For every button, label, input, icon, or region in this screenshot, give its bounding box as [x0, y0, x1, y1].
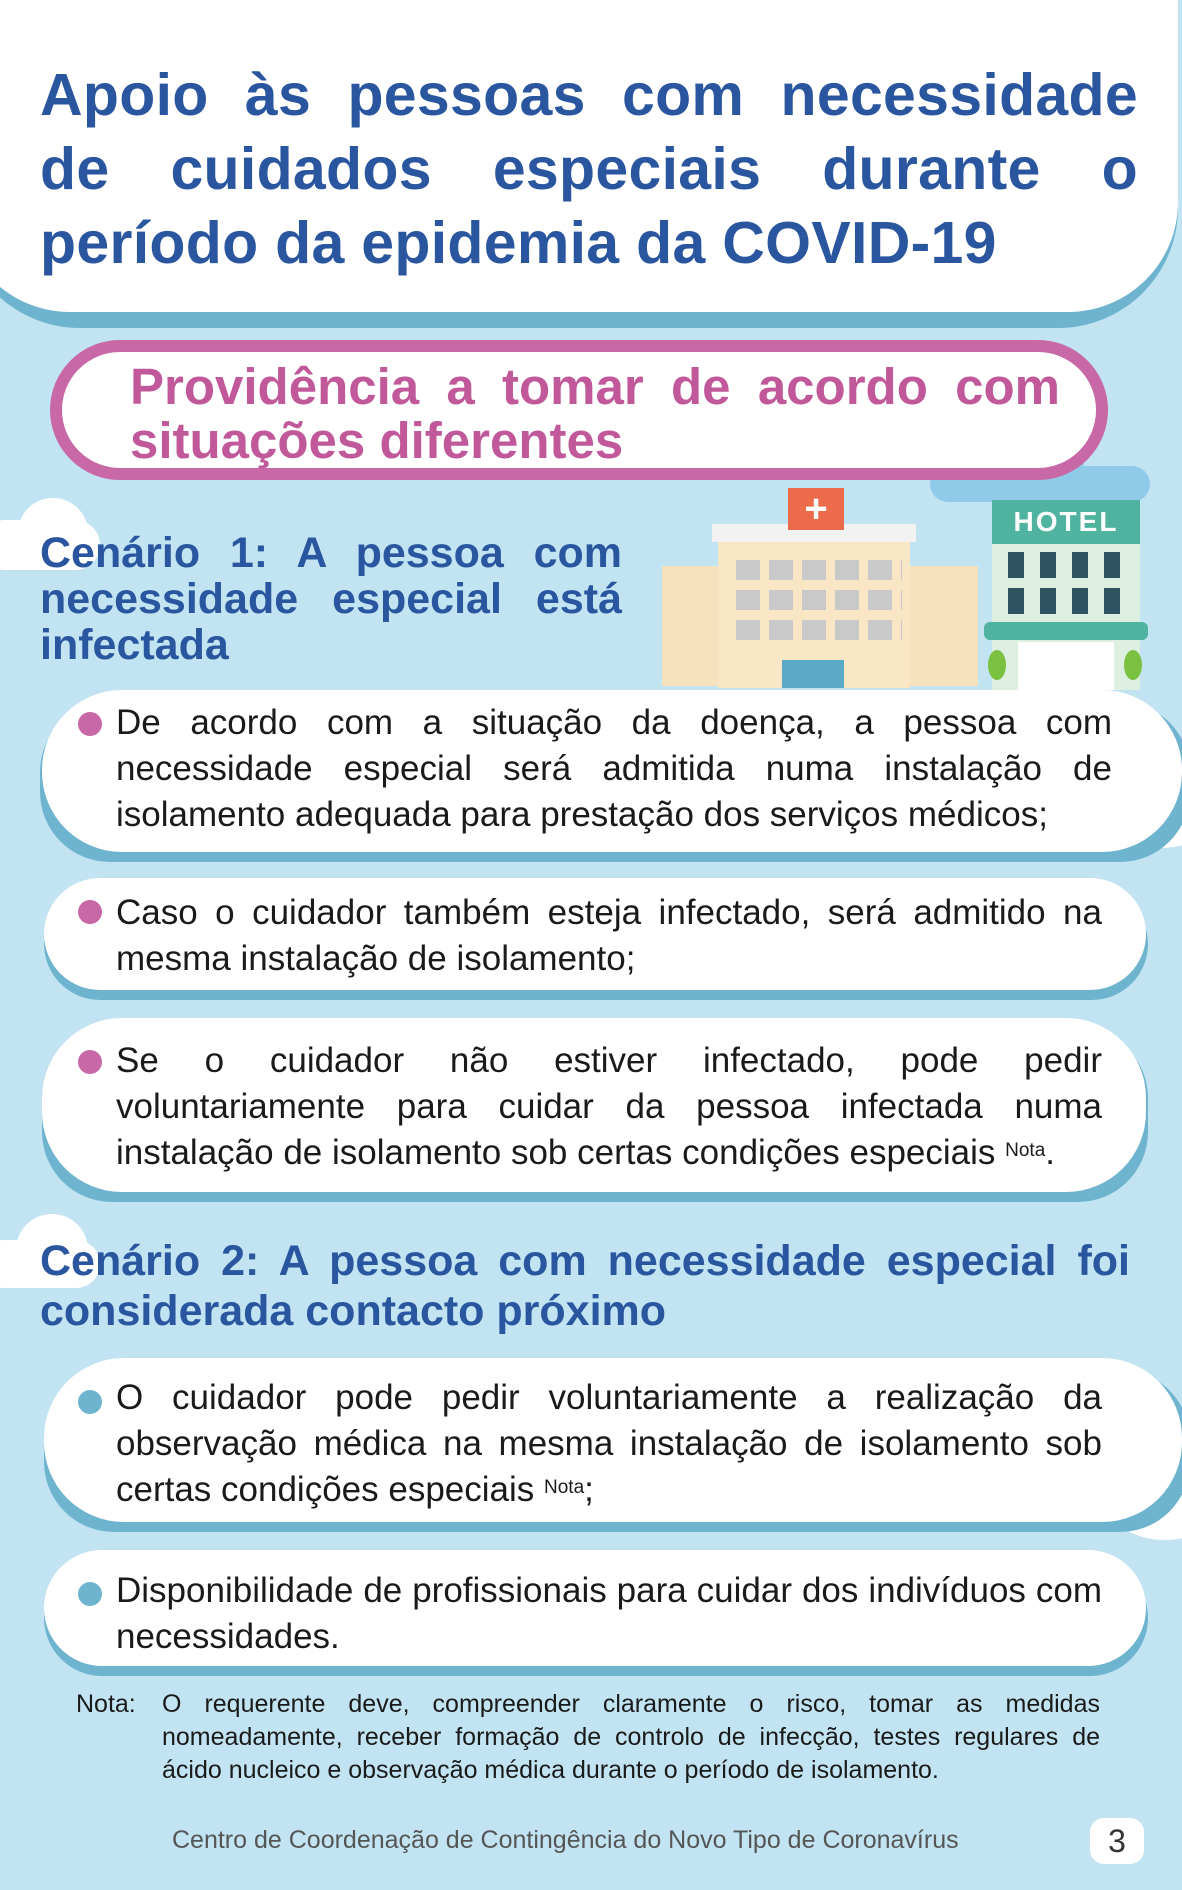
scenario-1-item-3-text: Se o cuidador não estiver infectado, pode pedir voluntariamente para cuidar da pessoa infectada numa instalação de isolamento sob certas condições especiais	[116, 1041, 1102, 1172]
bullet-icon	[78, 1050, 102, 1074]
footer-organization: Centro de Coordenação de Contingência do Novo Tipo de Coronavírus	[172, 1826, 959, 1854]
bullet-icon	[78, 1390, 102, 1414]
scenario-2-item-1-text: O cuidador pode pedir voluntariamente a realização da observação médica na mesma instalação de isolamento sob certas condições especiais	[116, 1378, 1102, 1509]
scenario-2-item-1-suffix: ;	[584, 1470, 594, 1509]
tree-right-icon	[1124, 650, 1142, 680]
note-mark: Nota	[544, 1477, 585, 1498]
note-label: Nota:	[76, 1690, 136, 1718]
page-title: Apoio às pessoas com necessidade de cuidados especiais durante o período da epidemia da COVID-19	[40, 62, 1138, 276]
scenario-1-item-2: Caso o cuidador também esteja infectado, será admitido na mesma instalação de isolamento;	[116, 893, 1102, 978]
scenario-1-item-3-suffix: .	[1045, 1133, 1056, 1172]
hotel-sign: HOTEL	[992, 500, 1140, 544]
bullet-icon	[78, 1582, 102, 1606]
hotel-windows-2	[1008, 588, 1128, 614]
page-number: 3	[1090, 1818, 1144, 1864]
scenario-1-heading: Cenário 1: A pessoa com necessidade especial está infectada	[40, 529, 622, 669]
subtitle: Providência a tomar de acordo com situações diferentes	[130, 358, 1060, 469]
scenario-2-item-2: Disponibilidade de profissionais para cuidar dos indivíduos com necessidades.	[116, 1571, 1102, 1656]
hotel-windows-1	[1008, 552, 1128, 578]
bullet-icon	[78, 900, 102, 924]
scenario-2-item-1	[116, 1375, 1102, 1513]
hospital-window-row-1	[736, 560, 902, 580]
hospital-right-wing	[906, 566, 978, 686]
bullet-icon	[78, 712, 102, 736]
hotel-entrance	[1018, 642, 1114, 690]
note-mark: Nota	[1005, 1140, 1046, 1161]
scenario-1-item-1: De acordo com a situação da doença, a pessoa com necessidade especial será admitida numa instalação de isolamento adequada para prestação dos serviços médicos;	[116, 703, 1112, 834]
tree-left-icon	[988, 650, 1006, 680]
hospital-window-row-2	[736, 590, 902, 610]
scenario-2-heading: Cenário 2: A pessoa com necessidade especial foi considerada contacto próximo	[40, 1237, 1130, 1335]
hospital-door	[782, 660, 844, 688]
hospital-window-row-3	[736, 620, 902, 640]
note-text: O requerente deve, compreender claramente o risco, tomar as medidas nomeadamente, receber formação de controlo de infecção, testes regulares de ácido nucleico e observação médica durante o período de isolamento.	[162, 1690, 1100, 1784]
scenario-1-item-3	[116, 1038, 1102, 1176]
hospital-cross-icon: +	[788, 488, 844, 530]
hotel-awning	[984, 622, 1148, 640]
